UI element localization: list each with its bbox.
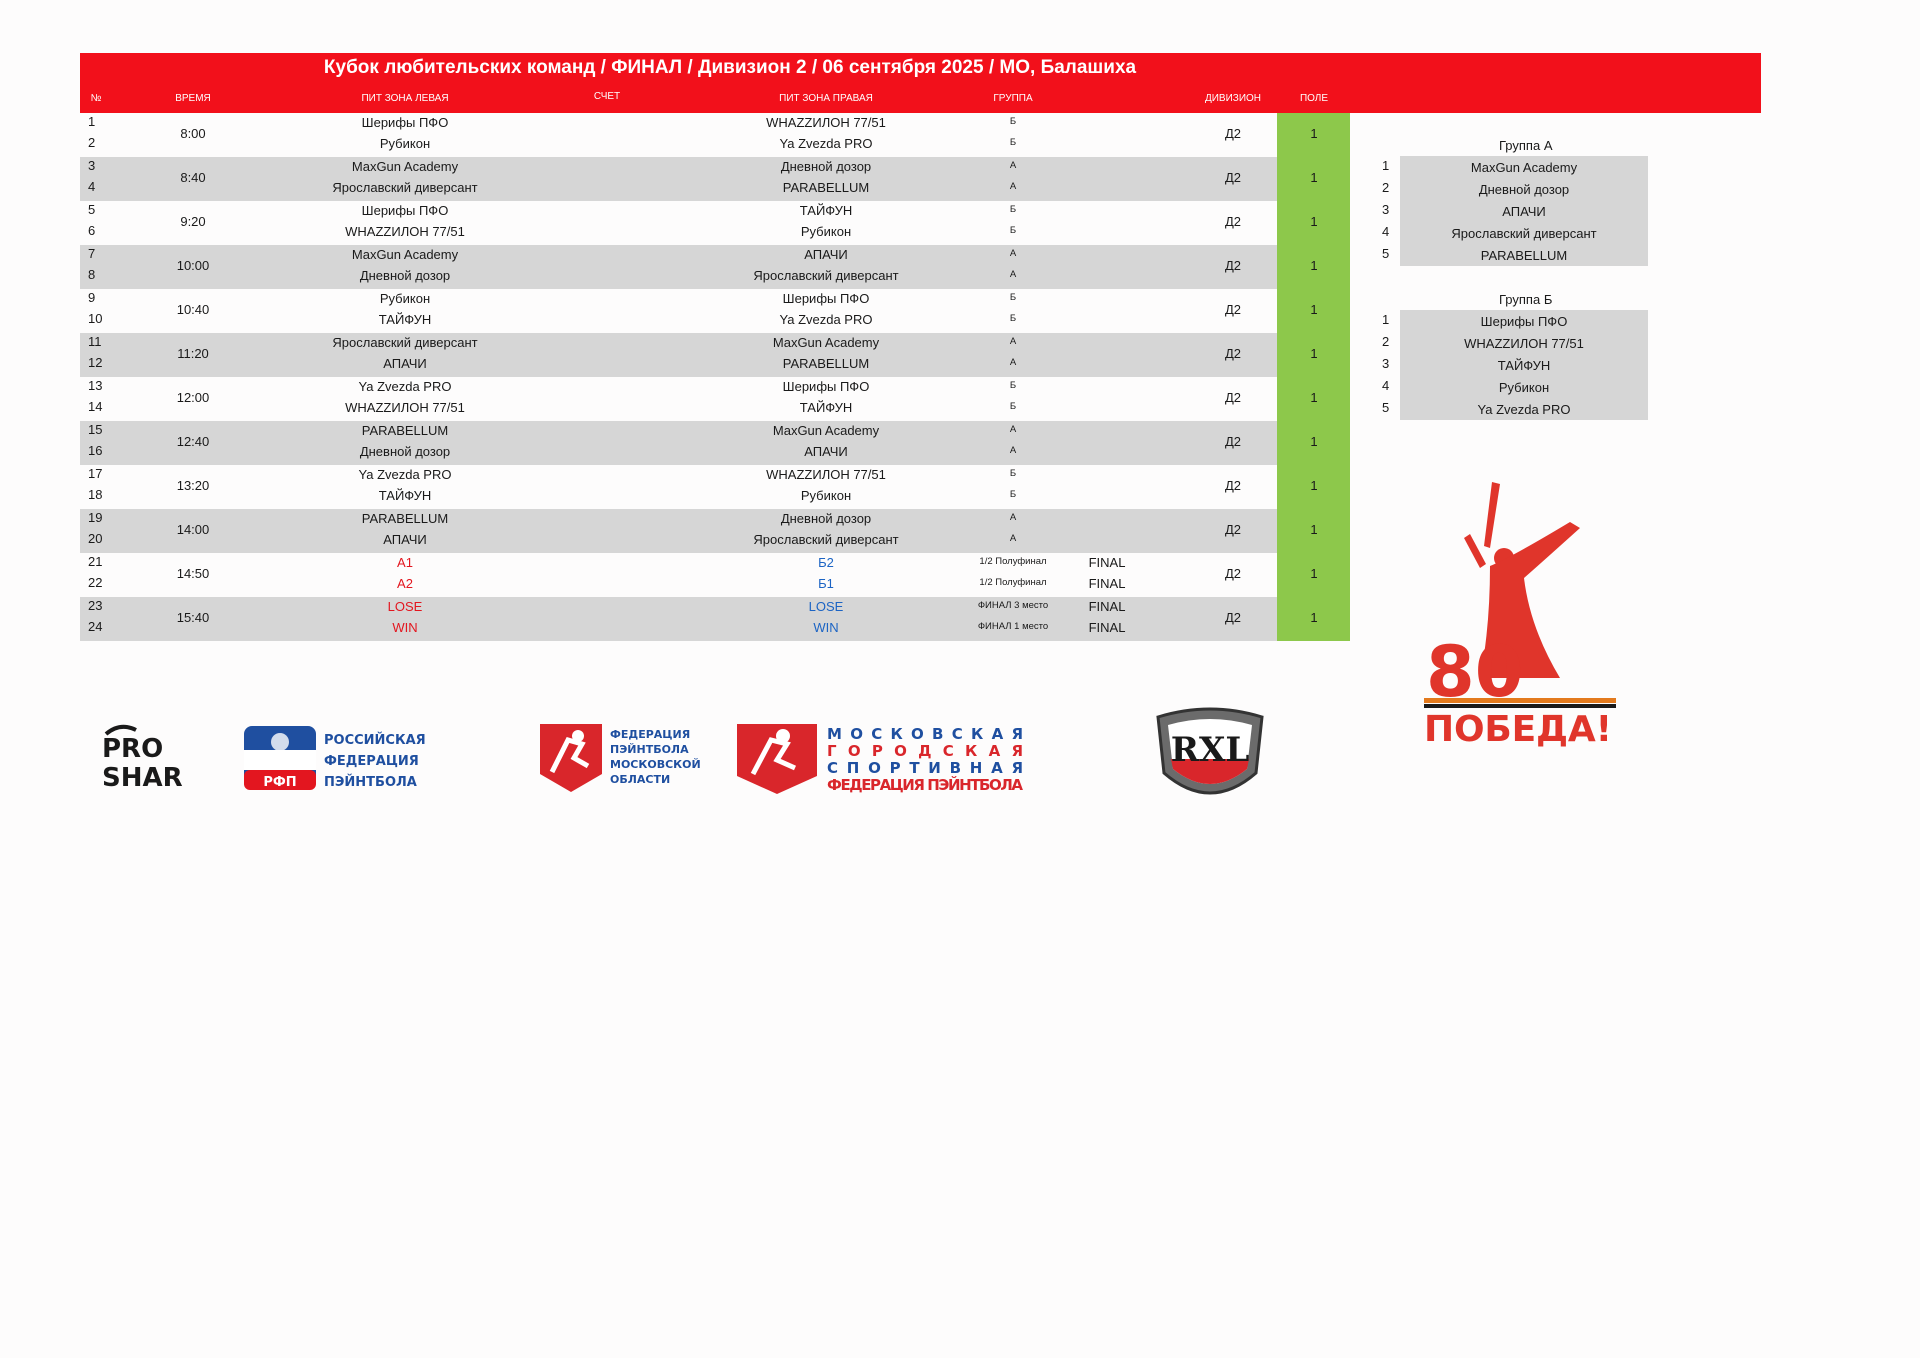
match-group: А: [1009, 160, 1017, 171]
match-number: 15: [88, 422, 103, 437]
game-slot: [80, 553, 1350, 597]
right-team: Рубикон: [800, 224, 852, 239]
right-team: LOSE: [808, 599, 844, 614]
match-number: 7: [88, 246, 96, 261]
right-team: Дневной дозор: [780, 159, 872, 174]
right-team: Ya Zvezda PRO: [779, 312, 873, 327]
game-time: 10:00: [176, 258, 210, 273]
game-field: 1: [1310, 258, 1318, 273]
left-team: A2: [397, 576, 413, 591]
game-time: 8:40: [180, 170, 206, 185]
group-lists: [1360, 130, 1660, 430]
game-slot: [80, 201, 1350, 245]
match-number: 18: [88, 487, 103, 502]
right-team: WIN: [813, 620, 839, 635]
group-team-number: 3: [1382, 202, 1390, 217]
right-team: Рубикон: [800, 488, 852, 503]
match-group: А: [1009, 533, 1017, 544]
game-time: 10:40: [176, 302, 210, 317]
left-team: PARABELLUM: [361, 511, 449, 526]
game-division: Д2: [1224, 126, 1242, 141]
svg-text:МОСКОВСКАЯ: МОСКОВСКАЯ: [827, 725, 1023, 743]
match-group: А: [1009, 336, 1017, 347]
match-number: 5: [88, 202, 96, 217]
right-team: Ярославский диверсант: [753, 268, 899, 283]
game-field: 1: [1310, 126, 1318, 141]
left-team: АПАЧИ: [383, 356, 427, 371]
game-field: 1: [1310, 478, 1318, 493]
right-team: АПАЧИ: [804, 247, 848, 262]
game-time: 9:20: [180, 214, 206, 229]
match-group: Б: [1009, 116, 1017, 127]
game-field: 1: [1310, 214, 1318, 229]
match-group: ФИНАЛ 1 место: [977, 621, 1049, 632]
match-number: 9: [88, 290, 96, 305]
svg-text:РФП: РФП: [263, 775, 297, 790]
group-team-name: Рубикон: [1498, 380, 1550, 395]
group-team-name: ТАЙФУН: [1497, 358, 1551, 373]
col-header-score: СЧЕТ: [593, 91, 621, 102]
match-group: Б: [1009, 204, 1017, 215]
match-number: 2: [88, 135, 96, 150]
match-group: А: [1009, 424, 1017, 435]
match-stage: FINAL: [1088, 555, 1126, 570]
match-number: 23: [88, 598, 103, 613]
group-team-name: Ya Zvezda PRO: [1477, 402, 1571, 417]
game-slot: [80, 597, 1350, 641]
game-field: 1: [1310, 302, 1318, 317]
match-group: А: [1009, 445, 1017, 456]
match-number: 10: [88, 311, 103, 326]
game-field: 1: [1310, 390, 1318, 405]
col-header-time: ВРЕМЯ: [175, 93, 211, 104]
game-division: Д2: [1224, 170, 1242, 185]
match-group: Б: [1009, 380, 1017, 391]
match-number: 22: [88, 575, 103, 590]
game-slot: [80, 245, 1350, 289]
game-slot: [80, 465, 1350, 509]
col-header-field: ПОЛЕ: [1299, 93, 1329, 104]
right-team: WHAZZИЛОН 77/51: [766, 467, 886, 482]
game-time: 11:20: [177, 346, 209, 361]
group-team-number: 2: [1382, 334, 1390, 349]
left-team: ТАЙФУН: [378, 312, 432, 327]
left-team: Дневной дозор: [359, 444, 451, 459]
svg-text:80: 80: [1426, 631, 1524, 713]
left-team: Шерифы ПФО: [361, 115, 449, 130]
game-slot: [80, 333, 1350, 377]
group-team-name: АПАЧИ: [1502, 204, 1546, 219]
svg-text:ПЭЙНТБОЛА: ПЭЙНТБОЛА: [610, 743, 689, 756]
match-number: 17: [88, 466, 103, 481]
left-team: Ya Zvezda PRO: [358, 379, 452, 394]
match-group: 1/2 Полуфинал: [979, 556, 1047, 567]
left-team: Дневной дозор: [359, 268, 451, 283]
game-division: Д2: [1224, 434, 1242, 449]
left-team: АПАЧИ: [383, 532, 427, 547]
right-team: Шерифы ПФО: [782, 379, 870, 394]
left-team: Ya Zvezda PRO: [358, 467, 452, 482]
match-group: ФИНАЛ 3 место: [977, 600, 1049, 611]
match-stage: FINAL: [1088, 599, 1126, 614]
match-number: 8: [88, 267, 96, 282]
match-number: 19: [88, 510, 103, 525]
game-field: 1: [1310, 434, 1318, 449]
match-number: 4: [88, 179, 96, 194]
col-header-division: ДИВИЗИОН: [1204, 93, 1262, 104]
left-team: ТАЙФУН: [378, 488, 432, 503]
svg-text:SHAR: SHAR: [102, 763, 183, 793]
rxl-logo: [1150, 703, 1270, 811]
group-team-name: Дневной дозор: [1478, 182, 1570, 197]
match-group: Б: [1009, 401, 1017, 412]
rfp-logo: [242, 724, 426, 794]
right-team: WHAZZИЛОН 77/51: [766, 115, 886, 130]
right-team: Б2: [818, 555, 834, 570]
fpmo-logo: [538, 722, 701, 794]
svg-text:ГОРОДСКАЯ: ГОРОДСКАЯ: [827, 742, 1023, 760]
game-slot: [80, 509, 1350, 553]
match-group: А: [1009, 181, 1017, 192]
right-team: ТАЙФУН: [799, 400, 853, 415]
group-team-name: Ярославский диверсант: [1451, 226, 1597, 241]
group-team-number: 5: [1382, 400, 1390, 415]
match-stage: FINAL: [1088, 576, 1126, 591]
right-team: Б1: [818, 576, 834, 591]
match-number: 14: [88, 399, 103, 414]
game-time: 12:40: [176, 434, 210, 449]
group-team-name: WHAZZИЛОН 77/51: [1464, 336, 1584, 351]
game-division: Д2: [1224, 214, 1242, 229]
game-field: 1: [1310, 170, 1318, 185]
right-team: Дневной дозор: [780, 511, 872, 526]
svg-text:РОССИЙСКАЯ: РОССИЙСКАЯ: [324, 733, 426, 748]
col-header-right-pit: ПИТ ЗОНА ПРАВАЯ: [779, 93, 873, 104]
left-team: Ярославский диверсант: [332, 335, 478, 350]
game-time: 12:00: [176, 390, 210, 405]
right-team: Ярославский диверсант: [753, 532, 899, 547]
left-team: Ярославский диверсант: [332, 180, 478, 195]
svg-text:ФЕДЕРАЦИЯ: ФЕДЕРАЦИЯ: [610, 728, 691, 741]
col-header-group: ГРУППА: [993, 93, 1033, 104]
group-team-number: 5: [1382, 246, 1390, 261]
col-header-num: №: [90, 93, 102, 104]
schedule-header: [80, 53, 1761, 113]
svg-text:PRO: PRO: [102, 734, 164, 764]
left-team: Рубикон: [379, 136, 431, 151]
group-title: Группа А: [1499, 138, 1553, 153]
match-group: 1/2 Полуфинал: [979, 577, 1047, 588]
pobeda-80-logo: [1420, 478, 1620, 748]
left-team: MaxGun Academy: [351, 159, 459, 174]
col-header-left-pit: ПИТ ЗОНА ЛЕВАЯ: [361, 93, 449, 104]
left-team: Шерифы ПФО: [361, 203, 449, 218]
group-team-number: 1: [1382, 312, 1390, 327]
game-division: Д2: [1224, 610, 1242, 625]
right-team: АПАЧИ: [804, 444, 848, 459]
game-slot: [80, 377, 1350, 421]
group-team-name: MaxGun Academy: [1470, 160, 1578, 175]
game-division: Д2: [1224, 346, 1242, 361]
match-number: 20: [88, 531, 103, 546]
game-division: Д2: [1224, 478, 1242, 493]
left-team: LOSE: [387, 599, 423, 614]
svg-text:МОСКОВСКОЙ: МОСКОВСКОЙ: [610, 758, 701, 771]
game-field: 1: [1310, 346, 1318, 361]
left-team: WIN: [392, 620, 418, 635]
game-time: 14:50: [176, 566, 210, 581]
right-team: ТАЙФУН: [799, 203, 853, 218]
game-division: Д2: [1224, 522, 1242, 537]
left-team: A1: [397, 555, 413, 570]
svg-text:ПОБЕДА!: ПОБЕДА!: [1424, 709, 1612, 750]
right-team: MaxGun Academy: [772, 335, 880, 350]
right-team: MaxGun Academy: [772, 423, 880, 438]
left-team: WHAZZИЛОН 77/51: [345, 400, 465, 415]
game-time: 14:00: [176, 522, 210, 537]
match-group: Б: [1009, 137, 1017, 148]
match-group: Б: [1009, 225, 1017, 236]
left-team: Рубикон: [379, 291, 431, 306]
svg-text:RXL: RXL: [1170, 730, 1250, 770]
game-time: 8:00: [180, 126, 206, 141]
group-team-number: 4: [1382, 224, 1390, 239]
right-team: Ya Zvezda PRO: [779, 136, 873, 151]
game-slot: [80, 289, 1350, 333]
game-field: 1: [1310, 522, 1318, 537]
match-number: 21: [88, 554, 103, 569]
match-group: Б: [1009, 489, 1017, 500]
right-team: PARABELLUM: [782, 356, 870, 371]
game-field: 1: [1310, 610, 1318, 625]
svg-text:СПОРТИВНАЯ: СПОРТИВНАЯ: [827, 759, 1023, 777]
match-number: 12: [88, 355, 103, 370]
match-number: 6: [88, 223, 96, 238]
left-team: PARABELLUM: [361, 423, 449, 438]
page-title: Кубок любительских команд / ФИНАЛ / Дивизион 2 / 06 сентября 2025 / МО, Балашиха: [323, 57, 1137, 78]
left-team: WHAZZИЛОН 77/51: [345, 224, 465, 239]
match-number: 16: [88, 443, 103, 458]
match-group: А: [1009, 248, 1017, 259]
match-number: 11: [88, 334, 102, 349]
svg-text:ОБЛАСТИ: ОБЛАСТИ: [610, 773, 671, 786]
group-team-name: Шерифы ПФО: [1480, 314, 1568, 329]
match-group: Б: [1009, 313, 1017, 324]
game-division: Д2: [1224, 390, 1242, 405]
game-time: 13:20: [176, 478, 210, 493]
group-team-name: PARABELLUM: [1480, 248, 1568, 263]
match-group: Б: [1009, 292, 1017, 303]
game-slot: [80, 421, 1350, 465]
game-division: Д2: [1224, 566, 1242, 581]
proshar-logo: [100, 722, 210, 792]
group-team-number: 3: [1382, 356, 1390, 371]
group-team-number: 2: [1382, 180, 1390, 195]
svg-text:ПЭЙНТБОЛА: ПЭЙНТБОЛА: [324, 775, 417, 790]
match-group: А: [1009, 357, 1017, 368]
match-group: А: [1009, 512, 1017, 523]
game-time: 15:40: [176, 610, 210, 625]
match-group: Б: [1009, 468, 1017, 479]
group-team-number: 4: [1382, 378, 1390, 393]
match-stage: FINAL: [1088, 620, 1126, 635]
match-number: 13: [88, 378, 103, 393]
match-group: А: [1009, 269, 1017, 280]
game-division: Д2: [1224, 258, 1242, 273]
match-number: 24: [88, 619, 103, 634]
svg-text:ФЕДЕРАЦИЯ: ФЕДЕРАЦИЯ: [324, 754, 419, 769]
match-number: 1: [88, 114, 96, 129]
mgsfp-logo: [735, 722, 1030, 796]
group-team-number: 1: [1382, 158, 1390, 173]
game-field: 1: [1310, 566, 1318, 581]
right-team: Шерифы ПФО: [782, 291, 870, 306]
right-team: PARABELLUM: [782, 180, 870, 195]
svg-text:ФЕДЕРАЦИЯ ПЭЙНТБОЛА: ФЕДЕРАЦИЯ ПЭЙНТБОЛА: [827, 776, 1023, 794]
left-team: MaxGun Academy: [351, 247, 459, 262]
group-title: Группа Б: [1499, 292, 1553, 307]
game-division: Д2: [1224, 302, 1242, 317]
match-number: 3: [88, 158, 96, 173]
game-slot: [80, 157, 1350, 201]
game-slot: [80, 113, 1350, 157]
